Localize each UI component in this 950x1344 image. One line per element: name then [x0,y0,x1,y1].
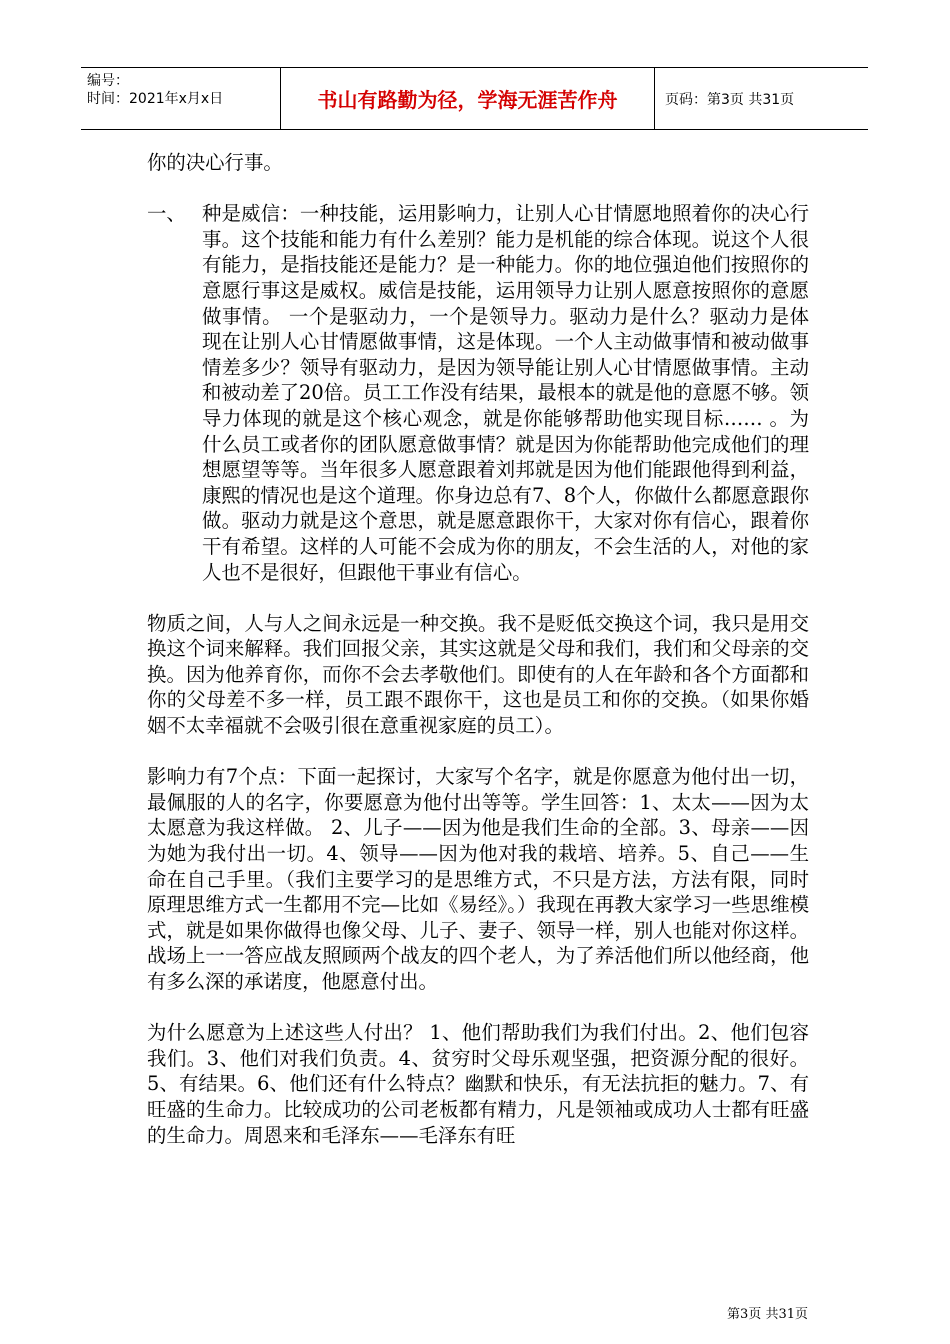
header-meta [81,68,281,129]
paragraph-gap [147,176,809,202]
paragraph-exchange: 物质之间，人与人之间永远是一种交换。我不是贬低交换这个词，我只是用交换这个词来解释。我们回报父亲，其实这就是父母和我们，我们和父母亲的交换。因为他养育你，而你不会去孝敬他们。即使有的人在年龄和各个方面都和你的父母差不多一样，员工跟不跟你干，这也是员工和你的交换。（如果你婚姻不太幸福就不会吸引很在意重视家庭的员工）。 [147,611,809,738]
serial-label: 编号： [87,73,129,89]
paragraph-gap [147,995,809,1021]
header-motto: 书山有路勤为径，学海无涯苦作舟 [281,68,655,129]
document-body [147,150,809,1148]
list-marker: 一、 [147,202,186,226]
paragraph-influence: 影响力有7个点：下面一起探讨，大家写个名字，就是你愿意为他付出一切，最佩服的人的名字，你要愿意为他付出等等。学生回答：1、太太——因为太太愿意为我这样做。 2、儿子——因为他是我们生命的全部。3、母亲——因为她为我付出一切。4、领导——因为他对我的栽培、培养。5、自己——生命在自己手里。（我们主要学习的是思维方式，不只是方法，方法有限，同时原理思维方式一生都用不完—比如《易经》。）我现在再教大家学习一些思维模式，就是如果你做得也像父母、儿子、妻子、领导一样，别人也能对你这样。战场上一一答应战友照顾两个战友的四个老人，为了养活他们所以他经商，他有多么深的承诺度，他愿意付出。 [147,765,809,993]
page-header [81,67,868,130]
paragraph-gap [147,585,809,611]
time-label: 时间：2021年x月x日 [87,91,224,107]
list-item-text: 种是威信：一种技能，运用影响力，让别人心甘情愿地照着你的决心行事。这个技能和能力有什么差别？能力是机能的综合体现。说这个人很有能力，是指技能还是能力？是一种能力。你的地位强迫他们按照你的意愿行事这是威权。威信是技能，运用领导力让别人愿意按照你的意愿做事情。 一个是驱动力，一个是领导力。驱动力是什么？驱动力是体现在让别人心甘情愿做事情，这是体现。一个人主动做事情和被动做事情差多少？领导有驱动力，是因为领导能让别人心甘情愿做事情。主动和被动差了20倍。员工工作没有结果，最根本的就是他的意愿不够。领导力体现的就是这个核心观念，就是你能够帮助他实现目标…… 。为什么员工或者你的团队愿意做事情？就是因为你能帮助他完成他们的理想愿望等等。当年很多人愿意跟着刘邦就是因为他们能跟他得到利益，康熙的情况也是这个道理。你身边总有7、8个人，你做什么都愿意跟你做。驱动力就是这个意思，就是愿意跟你干，大家对你有信心，跟着你干有希望。这样的人可能不会成为你的朋友，不会生活的人，对他的家人也不是很好，但跟他干事业有信心。 [202,202,809,584]
list-item-authority [147,201,809,585]
paragraph-gap [147,739,809,765]
page-footer: 第3页 共31页 [727,1307,808,1322]
paragraph-why: 为什么愿意为上述这些人付出？ 1、他们帮助我们为我们付出。2、他们包容我们。3、他们对我们负责。4、贫穷时父母乐观坚强，把资源分配的很好。5、有结果。6、他们还有什么特点？幽默和快乐，有无法抗拒的魅力。7、有旺盛的生命力。比较成功的公司老板都有精力，凡是领袖或成功人士都有旺盛的生命力。周恩来和毛泽东——毛泽东有旺 [147,1021,809,1147]
header-page-info: 页码：第3页 共31页 [665,91,795,108]
paragraph-continuation: 你的决心行事。 [147,151,283,174]
